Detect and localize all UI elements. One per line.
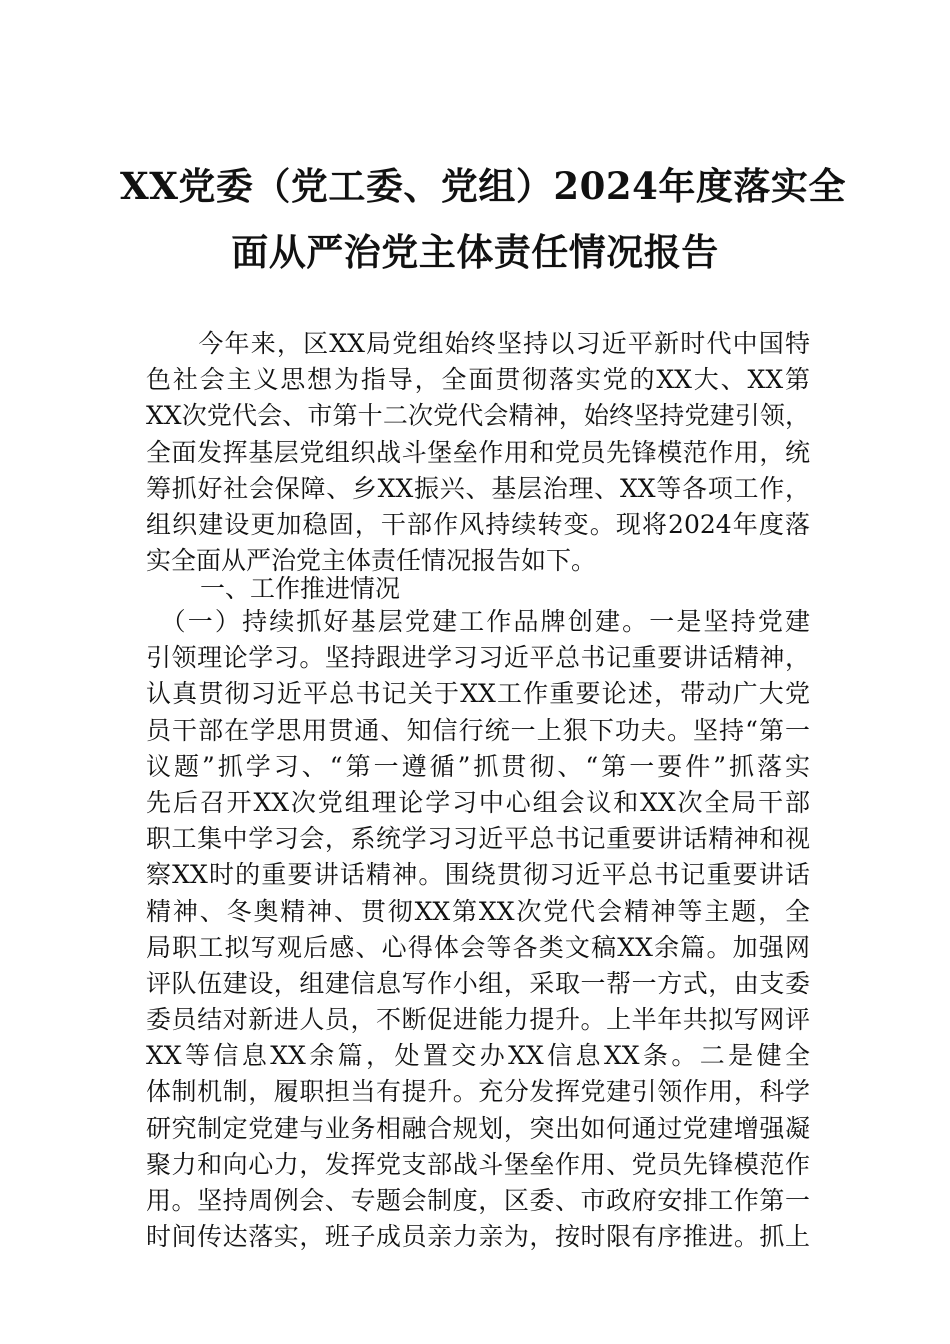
text-line: XX次党代会、市第十二次党代会精神，始终坚持党建引领，	[146, 401, 810, 431]
text-line: 精神、冬奥精神、贯彻XX第XX次党代会精神等主题，全	[146, 896, 810, 926]
section-paragraph	[146, 604, 810, 1255]
text-line: 职工集中学习会，系统学习习近平总书记重要讲话精神和视	[146, 824, 810, 854]
text-line: 认真贯彻习近平总书记关于XX工作重要论述，带动广大党	[146, 679, 810, 709]
text-line: 筹抓好社会保障、乡XX振兴、基层治理、XX等各项工作，	[146, 473, 810, 503]
text-line: 色社会主义思想为指导，全面贯彻落实党的XX大、XX第	[146, 365, 810, 395]
text-line: 评队伍建设，组建信息写作小组，采取一帮一方式，由支委	[146, 968, 810, 998]
text-line: 时间传达落实，班子成员亲力亲为，按时限有序推进。抓上	[146, 1222, 810, 1252]
text-line: 实全面从严治党主体责任情况报告如下。	[146, 546, 597, 576]
text-line: 察XX时的重要讲话精神。围绕贯彻习近平总书记重要讲话	[146, 860, 810, 890]
text-line: 员干部在学思用贯通、知信行统一上狠下功夫。坚持“第一	[146, 715, 810, 745]
text-line: 先后召开XX次党组理论学习中心组会议和XX次全局干部	[146, 787, 810, 817]
intro-paragraph	[146, 326, 810, 579]
text-line: 组织建设更加稳固，干部作风持续转变。现将2024年度落	[146, 509, 810, 539]
text-line: 局职工拟写观后感、心得体会等各类文稿XX余篇。加强网	[146, 932, 810, 962]
text-line: XX等信息XX余篇，处置交办XX信息XX条。二是健全	[146, 1041, 810, 1071]
text-line: 今年来，区XX局党组始终坚持以习近平新时代中国特	[146, 329, 810, 358]
text-line: 议题”抓学习、“第一遵循”抓贯彻、“第一要件”抓落实	[146, 751, 810, 781]
text-line: （一）持续抓好基层党建工作品牌创建。一是坚持党建	[146, 607, 810, 636]
document-title-line-2: 面从严治党主体责任情况报告	[231, 230, 719, 274]
text-line: 研究制定党建与业务相融合规划，突出如何通过党建增强凝	[146, 1113, 810, 1143]
section-heading: 一、工作推进情况	[200, 574, 401, 603]
text-line: 委员结对新进人员，不断促进能力提升。上半年共拟写网评	[146, 1005, 810, 1035]
text-line: 体制机制，履职担当有提升。充分发挥党建引领作用，科学	[146, 1077, 810, 1107]
text-line: 用。坚持周例会、专题会制度，区委、市政府安排工作第一	[146, 1186, 810, 1215]
text-line: 聚力和向心力，发挥党支部战斗堡垒作用、党员先锋模范作	[146, 1149, 810, 1179]
text-line: 引领理论学习。坚持跟进学习习近平总书记重要讲话精神，	[146, 643, 810, 673]
document-title-line-1: XX党委（党工委、党组）2024年度落实全	[120, 164, 846, 208]
text-line: 全面发挥基层党组织战斗堡垒作用和党员先锋模范作用，统	[146, 437, 810, 467]
